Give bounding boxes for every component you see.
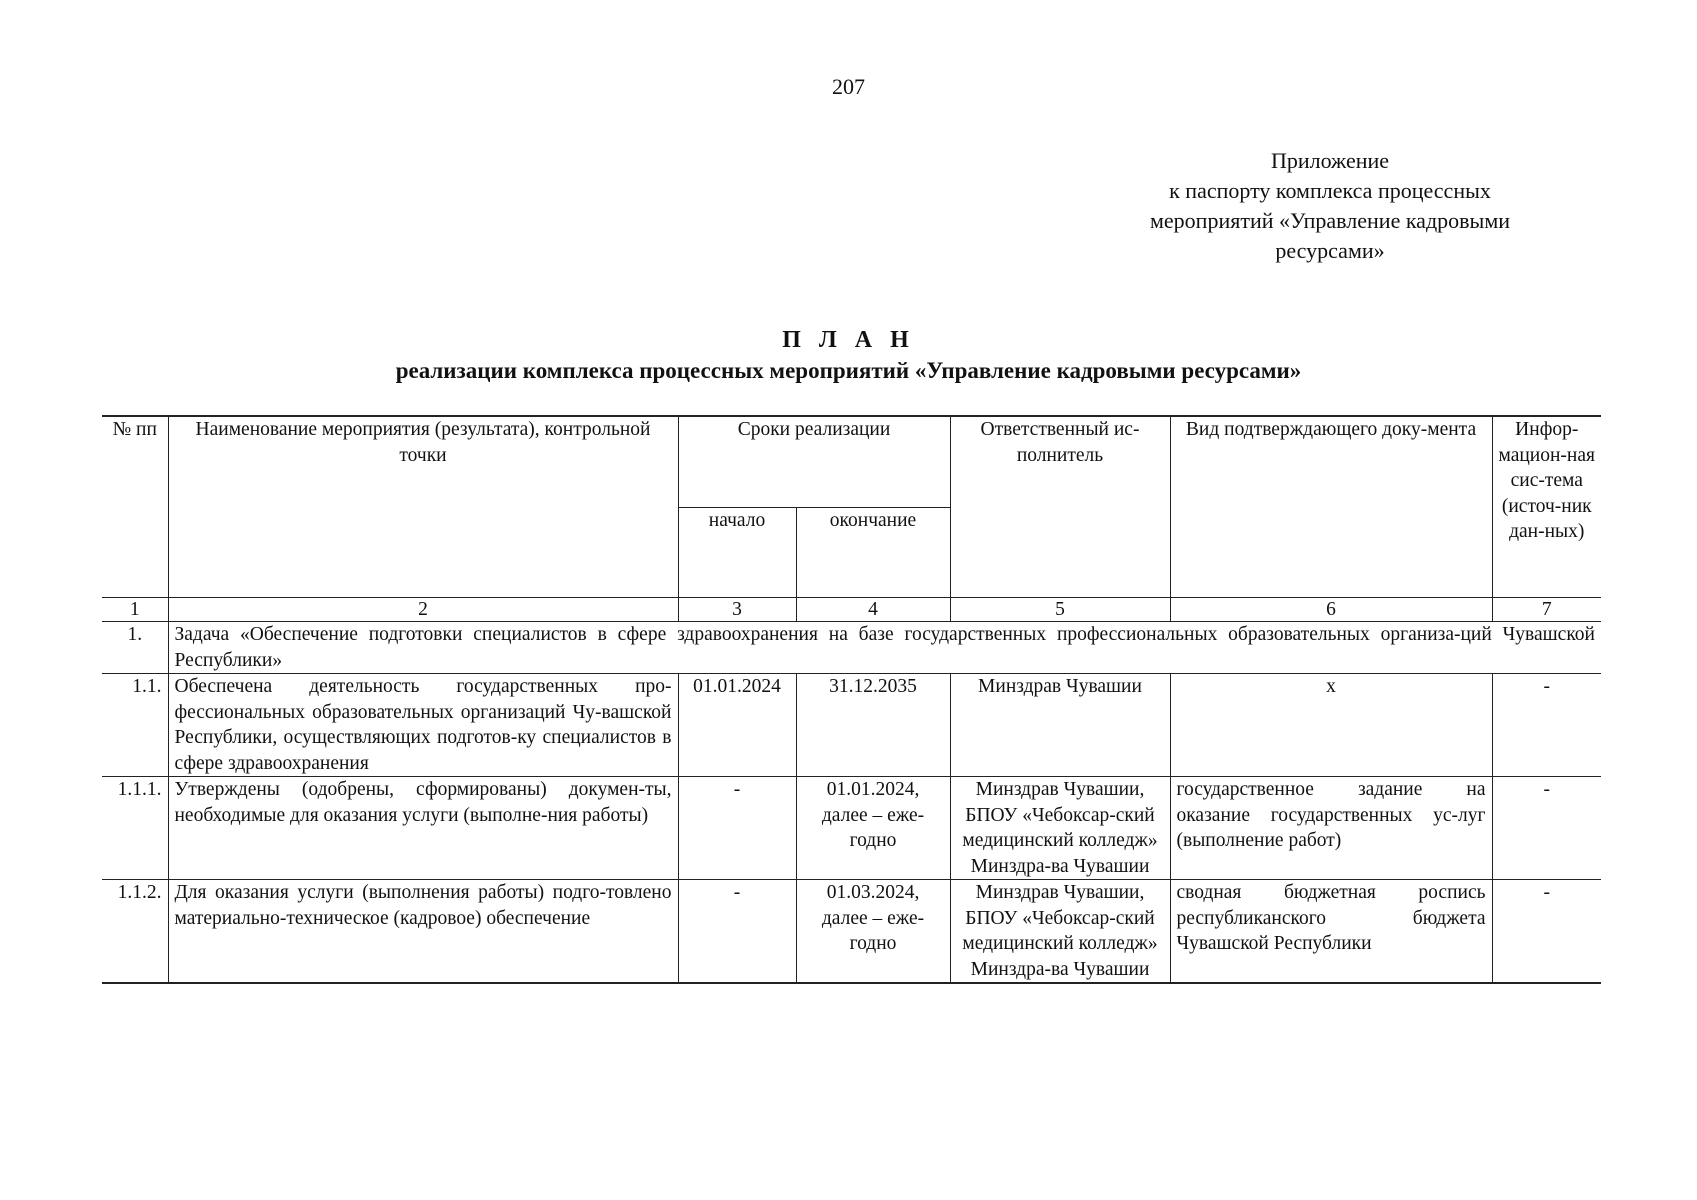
row-responsible: Минздрав Чувашии, БПОУ «Чебоксар-ский медицинский колледж» Минздра-ва Чувашии — [950, 777, 1170, 880]
plan-title: П Л А Н — [782, 327, 915, 353]
header-document: Вид подтверждающего доку-мента — [1170, 416, 1492, 598]
row-end: 31.12.2035 — [796, 674, 950, 777]
row-document: сводная бюджетная роспись республиканского бюджета Чувашской Республики — [1170, 880, 1492, 984]
row-system: - — [1492, 880, 1601, 984]
appendix-note — [1100, 146, 1560, 266]
table-row — [102, 674, 1601, 777]
table-row — [102, 777, 1601, 880]
header-start: начало — [678, 508, 796, 598]
row-num: 1.1.1. — [102, 777, 168, 880]
header-num: № пп — [102, 416, 168, 598]
header-system: Инфор-мацион-ная сис-тема (источ-ник дан-ных) — [1492, 416, 1601, 598]
column-number: 7 — [1492, 598, 1601, 622]
plan-table — [102, 415, 1601, 984]
task-row — [102, 622, 1601, 674]
row-system: - — [1492, 674, 1601, 777]
column-number: 6 — [1170, 598, 1492, 622]
row-num: 1.1. — [102, 674, 168, 777]
row-name: Для оказания услуги (выполнения работы) подго-товлено материально-техническое (кадровое) обеспечение — [168, 880, 678, 984]
row-document: государственное задание на оказание государственных ус-луг (выполнение работ) — [1170, 777, 1492, 880]
column-number: 1 — [102, 598, 168, 622]
header-end: окончание — [796, 508, 950, 598]
row-responsible: Минздрав Чувашии — [950, 674, 1170, 777]
column-number: 3 — [678, 598, 796, 622]
header-dates: Сроки реализации — [678, 416, 950, 508]
row-document: х — [1170, 674, 1492, 777]
plan-subtitle: реализации комплекса процессных мероприятий «Управление кадровыми ресурсами» — [395, 358, 1302, 383]
row-start: - — [678, 777, 796, 880]
task-text: Задача «Обеспечение подготовки специалистов в сфере здравоохранения на базе государственных профессиональных образовательных организа-ций Чувашской Республики» — [168, 622, 1601, 674]
row-num: 1.1.2. — [102, 880, 168, 984]
table-row — [102, 880, 1601, 984]
row-name: Обеспечена деятельность государственных про-фессиональных образовательных организаций Чу-вашской Республики, осуществляющих подготов-ку специалистов в сфере здравоохранения — [168, 674, 678, 777]
column-numbers-row — [102, 598, 1601, 622]
row-system: - — [1492, 777, 1601, 880]
column-number: 4 — [796, 598, 950, 622]
row-responsible: Минздрав Чувашии, БПОУ «Чебоксар-ский медицинский колледж» Минздра-ва Чувашии — [950, 880, 1170, 984]
row-name: Утверждены (одобрены, сформированы) докумен-ты, необходимые для оказания услуги (выполне-ния работы) — [168, 777, 678, 880]
header-row — [102, 416, 1601, 508]
row-start: 01.01.2024 — [678, 674, 796, 777]
row-num: 1. — [102, 622, 168, 674]
header-responsible: Ответственный ис-полнитель — [950, 416, 1170, 598]
appendix-line: к паспорту комплекса процессных — [1169, 178, 1491, 203]
page-number: 207 — [832, 74, 865, 99]
column-number: 2 — [168, 598, 678, 622]
row-end: 01.03.2024, далее – еже-годно — [796, 880, 950, 984]
row-start: - — [678, 880, 796, 984]
row-end: 01.01.2024, далее – еже-годно — [796, 777, 950, 880]
appendix-line: Приложение — [1270, 148, 1390, 173]
appendix-line: мероприятий «Управление кадровыми — [1149, 208, 1511, 233]
header-name: Наименование мероприятия (результата), контрольной точки — [168, 416, 678, 598]
column-number: 5 — [950, 598, 1170, 622]
appendix-line: ресурсами» — [1275, 238, 1385, 263]
